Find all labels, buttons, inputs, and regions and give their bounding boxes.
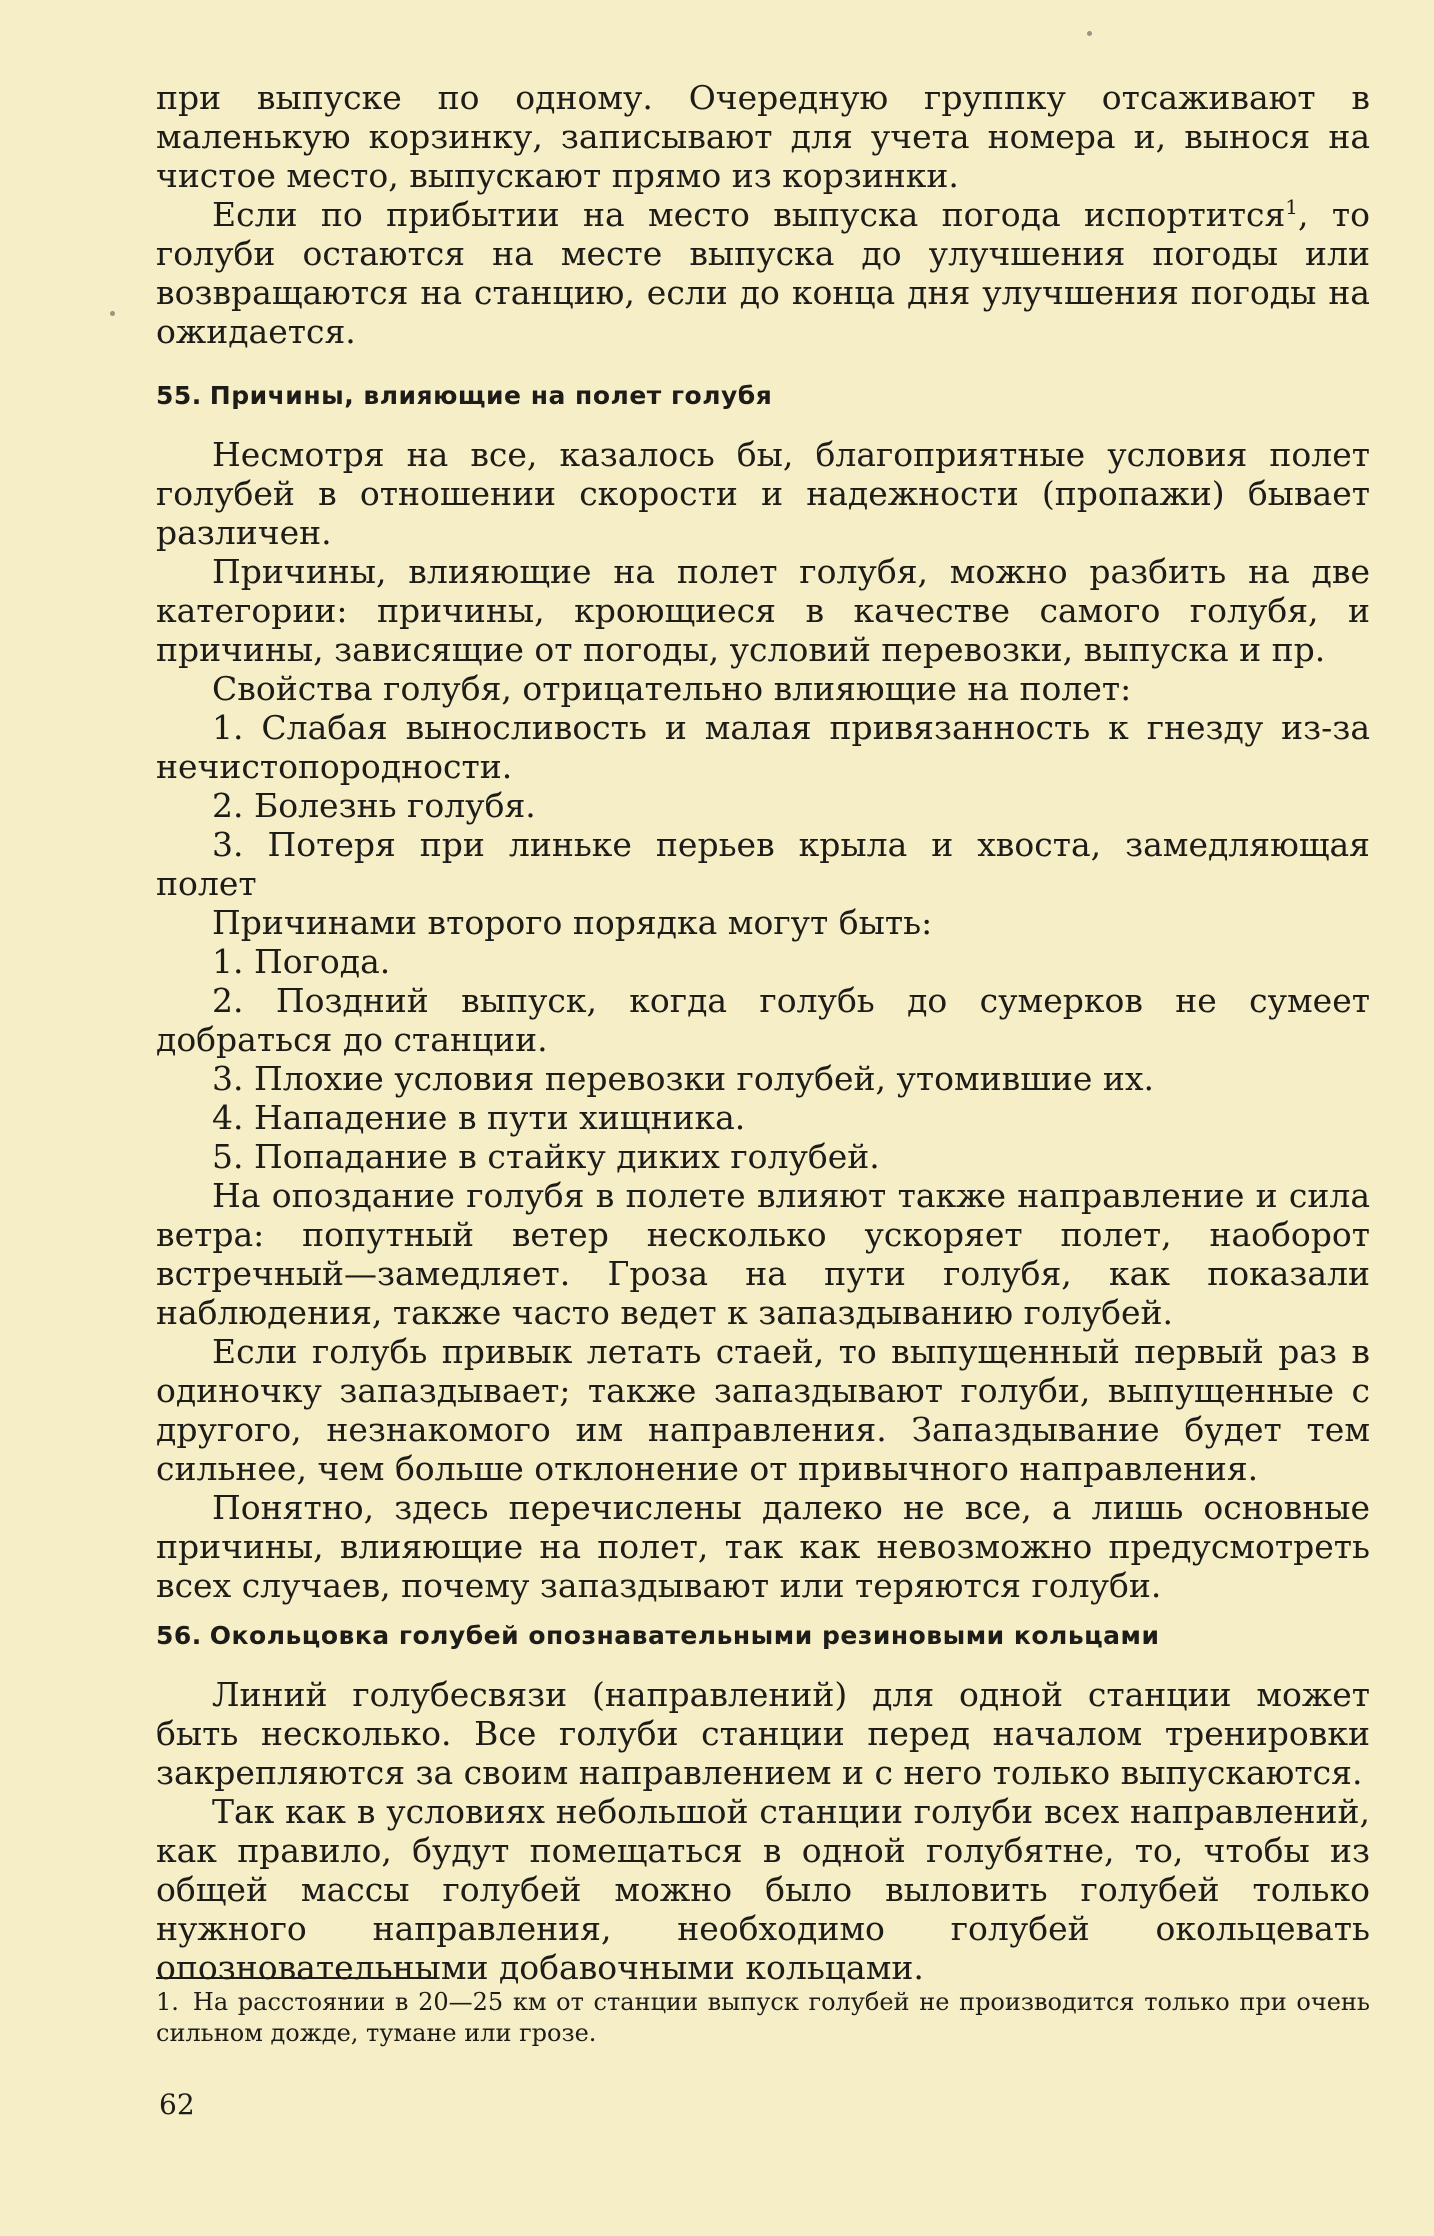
- section-title: Причины, влияющие на полет голубя: [209, 381, 773, 410]
- section-heading-55: [156, 381, 1370, 411]
- list-item: 5. Попадание в стайку диких голубей.: [212, 1137, 880, 1176]
- list-item: 3. Плохие условия перевозки голубей, утомившие их.: [212, 1059, 1155, 1098]
- list-item: 3. Потеря при линьке перьев крыла и хвоста, замедляющая полет: [156, 825, 1370, 903]
- paragraph: при выпуске по одному. Очередную группку отсаживают в маленькую корзинку, записывают для учета номера и, вынося на чистое место, выпускают прямо из корзинки.: [156, 78, 1370, 195]
- paragraph: Понятно, здесь перечислены далеко не все, а лишь основные причины, влияющие на полет, так как невозможно предусмотреть всех случаев, почему запаздывают или теряются голуби.: [156, 1488, 1370, 1605]
- section-title: Окольцовка голубей опознавательными резиновыми кольцами: [209, 1621, 1160, 1650]
- footnotes: [156, 1977, 1370, 2049]
- paragraph: Свойства голубя, отрицательно влияющие на полет:: [212, 669, 1132, 708]
- paper-speck: [1087, 31, 1092, 36]
- list-item: 1. Погода.: [212, 942, 391, 981]
- paper-speck: [110, 311, 115, 316]
- paragraph: Несмотря на все, казалось бы, благоприятные условия полет голубей в отношении скорости и надежности (пропажи) бывает различен.: [156, 435, 1370, 552]
- paragraph: Так как в условиях небольшой станции голуби всех направлений, как правило, будут помещаться в одной голубятне, то, чтобы из общей массы голубей можно было выловить голубей только нужного направления, необходимо голубей окольцевать опозновательными добавочными кольцами.: [156, 1792, 1370, 1987]
- section-heading-56: [156, 1621, 1370, 1651]
- paragraph: [156, 195, 1370, 351]
- paragraph: Если голубь привык летать стаей, то выпущенный первый раз в одиночку запаздывает; также запаздывают голуби, выпущенные с другого, незнакомого им направления. Запаздывание будет тем сильнее, чем больше отклонение от привычного направления.: [156, 1332, 1370, 1488]
- section-number: 55.: [156, 381, 202, 410]
- page-number: 62: [159, 2088, 195, 2121]
- footnote-rule: [156, 1977, 436, 1979]
- paragraph: Линий голубесвязи (направлений) для одной станции может быть несколько. Все голуби станции перед началом тренировки закрепляются за своим направлением и с него только выпускаются.: [156, 1675, 1370, 1792]
- list-item: 2. Поздний выпуск, когда голубь до сумерков не сумеет добраться до станции.: [156, 981, 1370, 1059]
- list-item: 2. Болезнь голубя.: [212, 786, 536, 825]
- page-body: [156, 78, 1370, 1987]
- paragraph: Причины, влияющие на полет голубя, можно разбить на две категории: причины, кроющиеся в качестве самого голубя, и причины, зависящие от погоды, условий перевозки, выпуска и пр.: [156, 552, 1370, 669]
- list-item: 4. Нападение в пути хищника.: [212, 1098, 746, 1137]
- footnote-reference: 1: [1285, 195, 1299, 219]
- footnote: [156, 1987, 1370, 2049]
- section-number: 56.: [156, 1621, 202, 1650]
- footnote-text: На расстоянии в 20—25 км от станции выпуск голубей не производится только при очень сильном дожде, тумане или грозе.: [156, 1988, 1370, 2047]
- paragraph: Причинами второго порядка могут быть:: [212, 903, 933, 942]
- paragraph-text: Если по прибытии на место выпуска погода испортится: [212, 195, 1286, 234]
- footnote-mark: 1.: [156, 1988, 179, 2016]
- list-item: 1. Слабая выносливость и малая привязанность к гнезду из-за нечистопородности.: [156, 708, 1370, 786]
- paragraph-text: , то голуби остаются на месте выпуска до улучшения погоды или возвращаются на станцию, если до конца дня улучшения погоды на ожидается.: [156, 195, 1370, 351]
- paragraph: На опоздание голубя в полете влияют также направление и сила ветра: попутный ветер несколько ускоряет полет, наоборот встречный—замедляет. Гроза на пути голубя, как показали наблюдения, также часто ведет к запаздыванию голубей.: [156, 1176, 1370, 1332]
